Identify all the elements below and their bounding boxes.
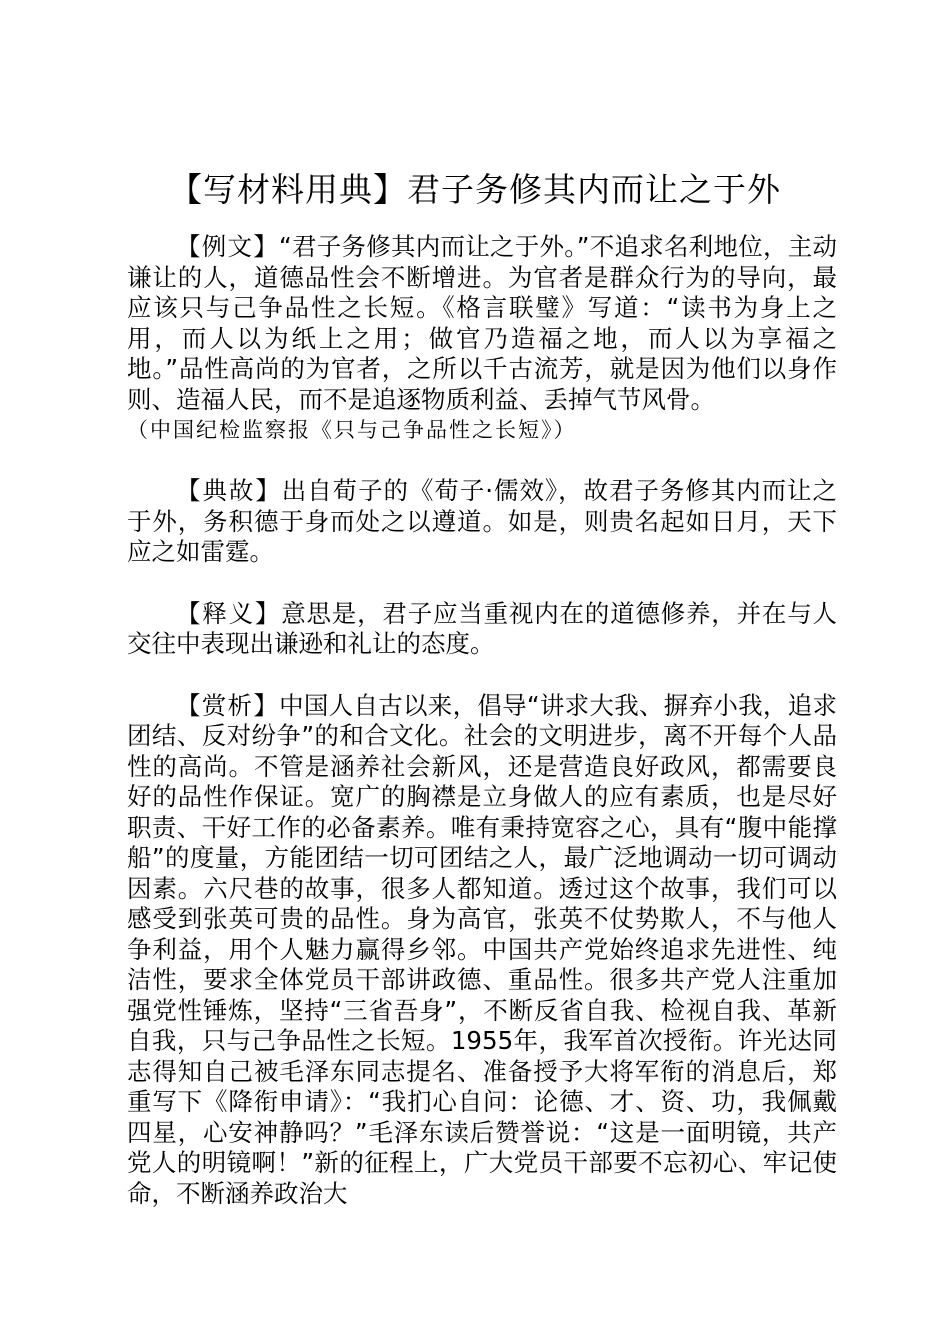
example-text: “君子务修其内而让之于外。”不追求名利地位，主动谦让的人，道德品性会不断增进。为官者是群众行为的导向，最应该只与己争品性之长短。《格言联璧》写道：“读书为身上之用，而人以为纸上之用；做官乃造福之地，而人以为享福之地。”品性高尚的为官者，之所以千古流芳，就是因为他们以身作则、造福人民，而不是追逐物质利益、丢掉气节风骨。 [127,232,838,414]
appreciation-text: 中国人自古以来，倡导“讲求大我、摒弃小我，追求团结、反对纷争”的和合文化。社会的文明进步，离不开每个人品性的高尚。不管是涵养社会新风，还是营造良好政风，都需要良好的品性作保证。宽广的胸襟是立身做人的应有素质，也是尽好职责、干好工作的必备素养。唯有秉持宽容之心，具有“腹中能撑船”的度量，方能团结一切可团结之人，最广泛地调动一切可调动因素。六尺巷的故事，很多人都知道。透过这个故事，我们可以感受到张英可贵的品性。身为高官，张英不仗势欺人，不与他人争利益，用个人魅力赢得乡邻。中国共产党始终追求先进性、纯洁性，要求全体党员干部讲政德、重品性。很多共产党人注重加强党性锤炼，坚持“三省吾身”，不断反省自我、检视自我、革新自我，只与己争品性之长短。1955年，我军首次授衔。许光达同志得知自己被毛泽东同志提名、准备授予大将军衔的消息后，郑重写下《降衔申请》：“我扪心自问：论德、才、资、功，我佩戴四星，心安神静吗？”毛泽东读后赞誉说：“这是一面明镜，共产党人的明镜啊！”新的征程上，广大党员干部要不忘初心、牢记使命，不断涵养政治大 [127,690,837,1208]
meaning-paragraph [127,599,837,660]
document-body [127,232,837,1240]
allusion-text: 出自荀子的《荀子·儒效》，故君子务修其内而让之于外，务积德于身而处之以遵道。如是，则贵名起如日月，天下应之如雷霆。 [127,476,837,566]
example-tag: 【例文】 [176,232,280,261]
example-source: （中国纪检监察报《只与己争品性之长短》） [127,418,577,442]
example-paragraph [127,232,837,415]
allusion-tag: 【典故】 [176,476,282,505]
appreciation-tag: 【赏析】 [176,690,280,720]
document-title: 【写材料用典】君子务修其内而让之于外 [169,170,781,209]
meaning-text: 意思是，君子应当重视内在的道德修养，并在与人交往中表现出谦逊和礼让的态度。 [127,598,838,658]
allusion-paragraph [127,476,837,568]
meaning-tag: 【释义】 [176,598,282,628]
appreciation-paragraph [127,691,837,1210]
